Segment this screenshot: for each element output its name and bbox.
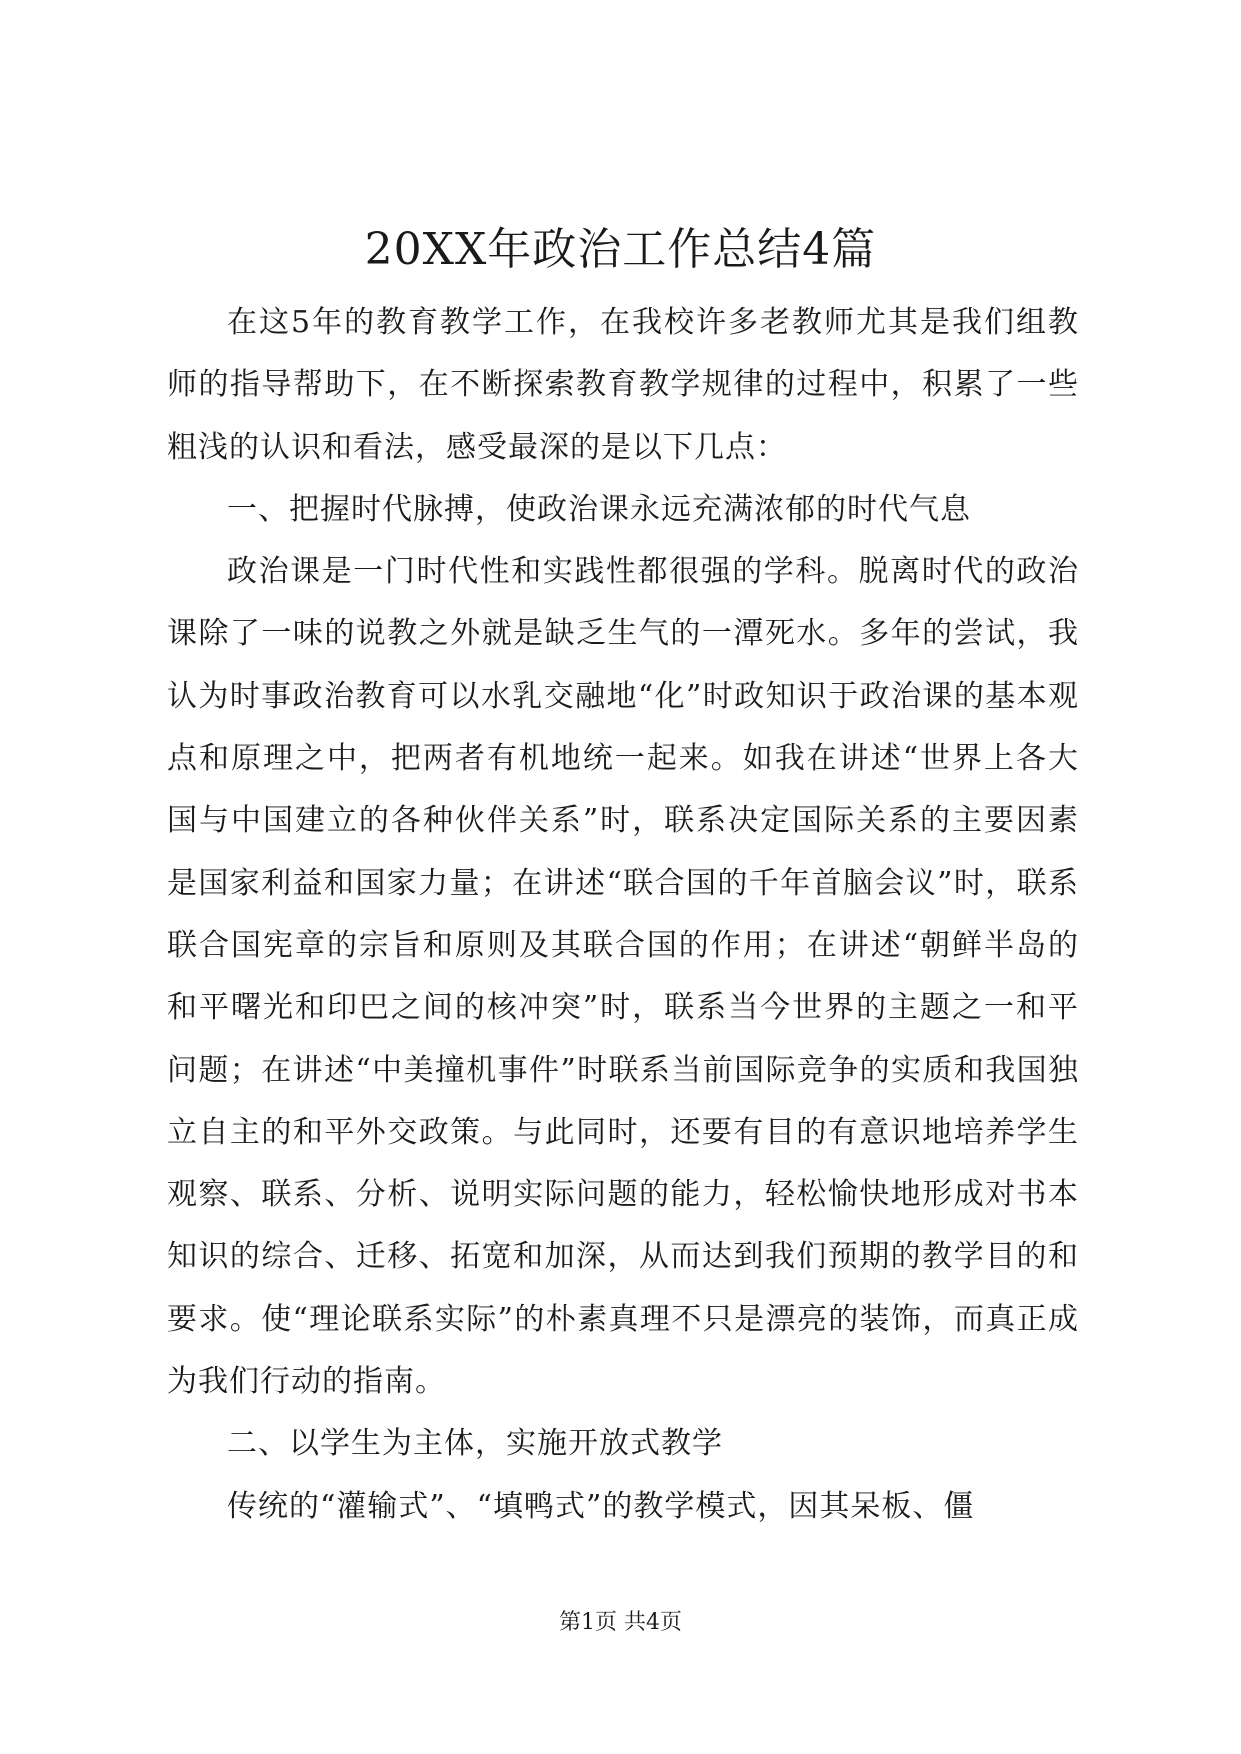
- paragraph-intro: 在这5年的教育教学工作，在我校许多老教师尤其是我们组教师的指导帮助下，在不断探索教育教学规律的过程中，积累了一些粗浅的认识和看法，感受最深的是以下几点：: [167, 305, 1079, 465]
- section-heading-2: 二、以学生为主体，实施开放式教学: [227, 1426, 723, 1462]
- document-title: 20XX年政治工作总结4篇: [364, 224, 877, 275]
- page-footer: 第1页 共4页: [559, 1610, 682, 1635]
- paragraph-section-1: 政治课是一门时代性和实践性都很强的学科。脱离时代的政治课除了一味的说教之外就是缺乏生气的一潭死水。多年的尝试，我认为时事政治教育可以水乳交融地“化”时政知识于政治课的基本观点和原理之中，把两者有机地统一起来。如我在讲述“世界上各大国与中国建立的各种伙伴关系”时，联系决定国际关系的主要因素是国家利益和国家力量；在讲述“联合国的千年首脑会议”时，联系联合国宪章的宗旨和原则及其联合国的作用；在讲述“朝鲜半岛的和平曙光和印巴之间的核冲突”时，联系当今世界的主题之一和平问题；在讲述“中美撞机事件”时联系当前国际竞争的实质和我国独立自主的和平外交政策。与此同时，还要有目的有意识地培养学生观察、联系、分析、说明实际问题的能力，轻松愉快地形成对书本知识的综合、迁移、拓宽和加深，从而达到我们预期的教学目的和要求。使“理论联系实际”的朴素真理不只是漂亮的装饰，而真正成为我们行动的指南。: [167, 554, 1079, 1400]
- paragraph-section-2: 传统的“灌输式”、“填鸭式”的教学模式，因其呆板、僵: [227, 1488, 975, 1524]
- document-body: [167, 292, 1079, 1538]
- section-heading-1: 一、把握时代脉搏，使政治课永远充满浓郁的时代气息: [227, 491, 971, 527]
